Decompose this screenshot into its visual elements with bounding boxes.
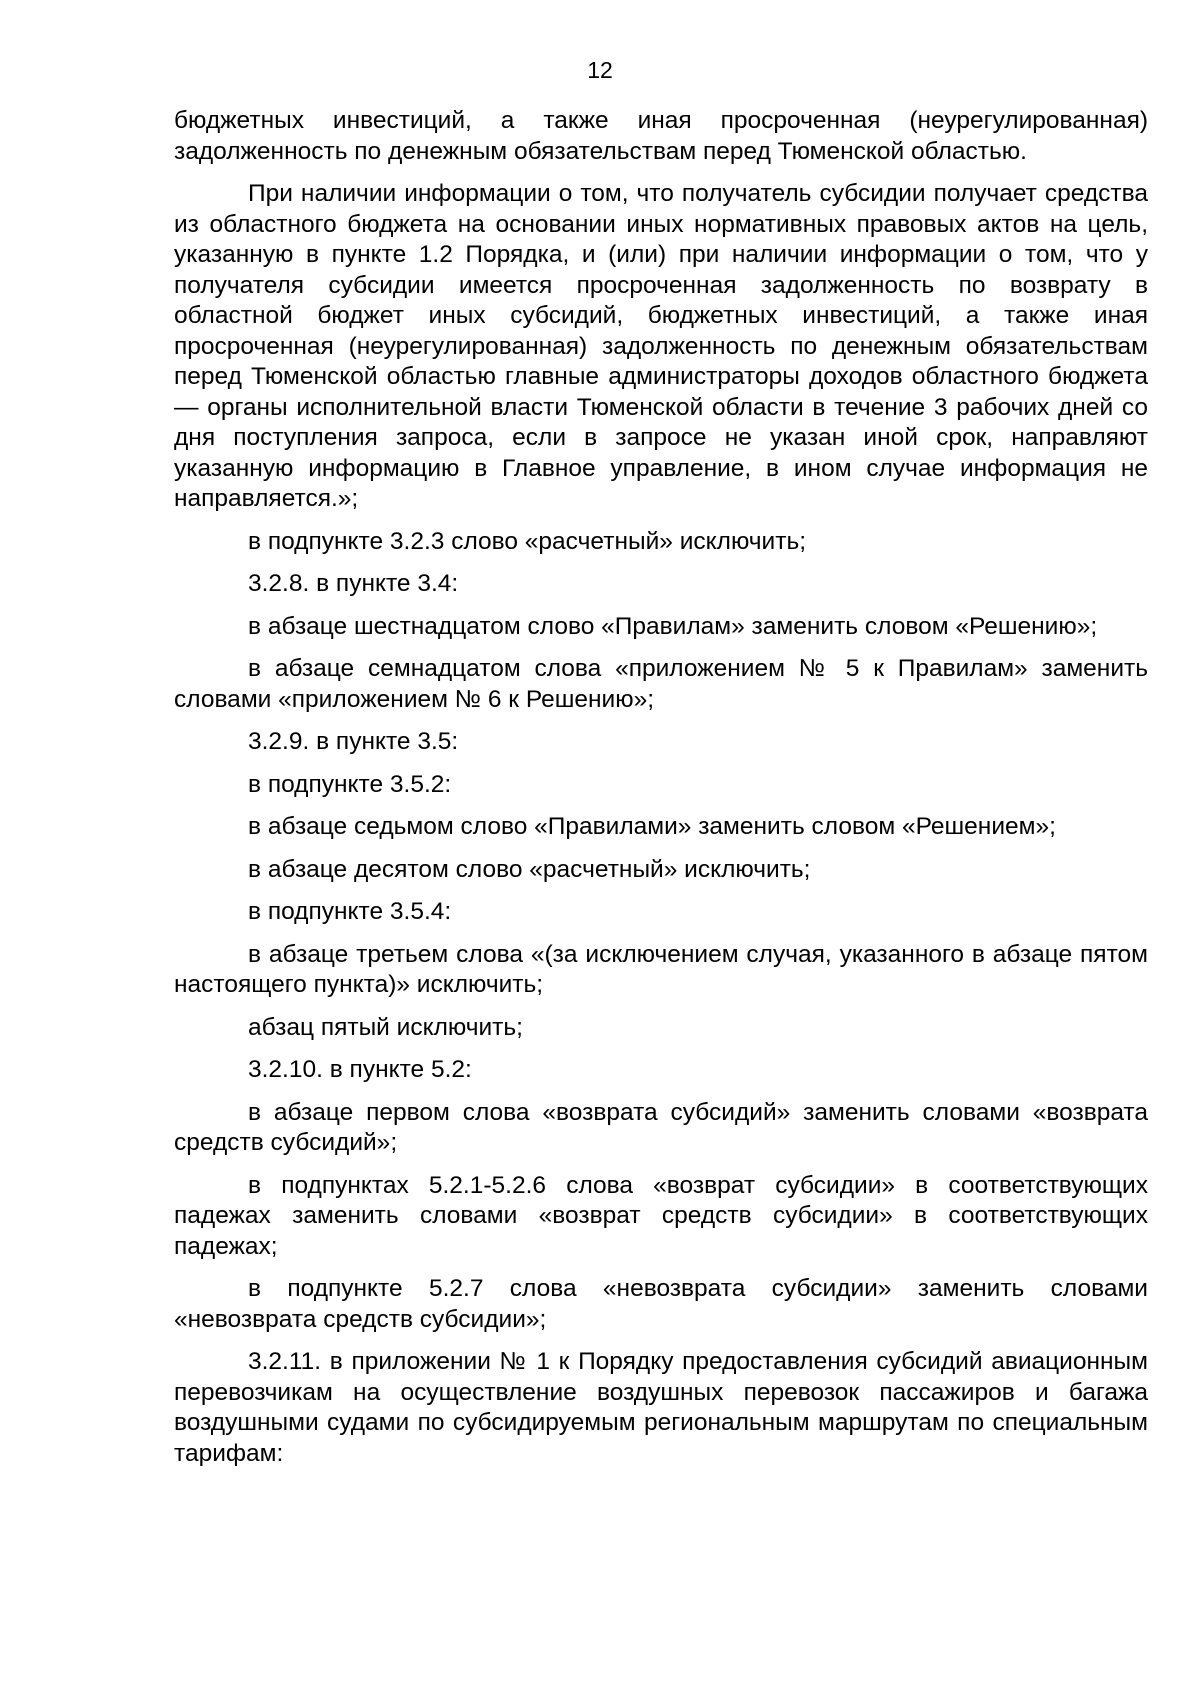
paragraph: абзац пятый исключить; bbox=[248, 1013, 523, 1041]
paragraph: в абзаце первом слова «возврата субсидий» заменить словами «возврата средств субсидий»; bbox=[174, 1098, 1148, 1156]
paragraph: в подпункте 5.2.7 слова «невозврата субсидии» заменить словами «невозврата средств субсидии»; bbox=[174, 1275, 1148, 1333]
paragraph: 3.2.11. в приложении № 1 к Порядку предоставления субсидий авиационным перевозчикам на осуществление воздушных перевозок пассажиров и багажа воздушными судами по субсидируемым региональным маршрутам по специальным тарифам: bbox=[174, 1348, 1148, 1467]
paragraph: 3.2.9. в пункте 3.5: bbox=[248, 728, 459, 755]
paragraph: 3.2.8. в пункте 3.4: bbox=[248, 570, 459, 597]
paragraph: 3.2.10. в пункте 5.2: bbox=[248, 1056, 472, 1083]
paragraph: в подпунктах 5.2.1-5.2.6 слова «возврат субсидии» в соответствующих падежах заменить словами «возврат средств субсидии» в соответствующих падежах; bbox=[174, 1171, 1148, 1260]
paragraph: в абзаце шестнадцатом слово «Правилам» заменить словом «Решению»; bbox=[248, 612, 1098, 640]
document-body bbox=[174, 106, 1148, 1481]
paragraph: в абзаце седьмом слово «Правилами» заменить словом «Решением»; bbox=[248, 813, 1056, 840]
paragraph: в подпункте 3.5.4: bbox=[248, 898, 452, 925]
paragraph: При наличии информации о том, что получатель субсидии получает средства из областного бюджета на основании иных нормативных правовых актов на цель, указанную в пункте 1.2 Порядка, и (или) при наличии информации о том, что у получателя субсидии имеется просроченная задолженность по возврату в областной бюджет иных субсидий, бюджетных инвестиций, а также иная просроченная (неурегулированная) задолженность по денежным обязательствам перед Тюменской областью главные администраторы доходов областного бюджета — органы исполнительной власти Тюменской области в течение 3 рабочих дней со дня поступления запроса, если в запросе не указан иной срок, направляют указанную информацию в Главное управление, в ином случае информация не направляется.»; bbox=[174, 180, 1148, 512]
paragraph-continuation: бюджетных инвестиций, а также иная просроченная (неурегулированная) задолженность по денежным обязательствам перед Тюменской областью. bbox=[174, 107, 1148, 165]
paragraph: в абзаце десятом слово «расчетный» исключить; bbox=[248, 855, 811, 883]
page-number: 12 bbox=[587, 57, 613, 83]
paragraph: в абзаце третьем слова «(за исключением случая, указанного в абзаце пятом настоящего пункта)» исключить; bbox=[174, 940, 1148, 998]
paragraph: в абзаце семнадцатом слова «приложением № 5 к Правилам» заменить словами «приложением № 6 к Решению»; bbox=[174, 655, 1148, 713]
paragraph: в подпункте 3.2.3 слово «расчетный» исключить; bbox=[248, 527, 807, 555]
paragraph: в подпункте 3.5.2: bbox=[248, 770, 452, 798]
